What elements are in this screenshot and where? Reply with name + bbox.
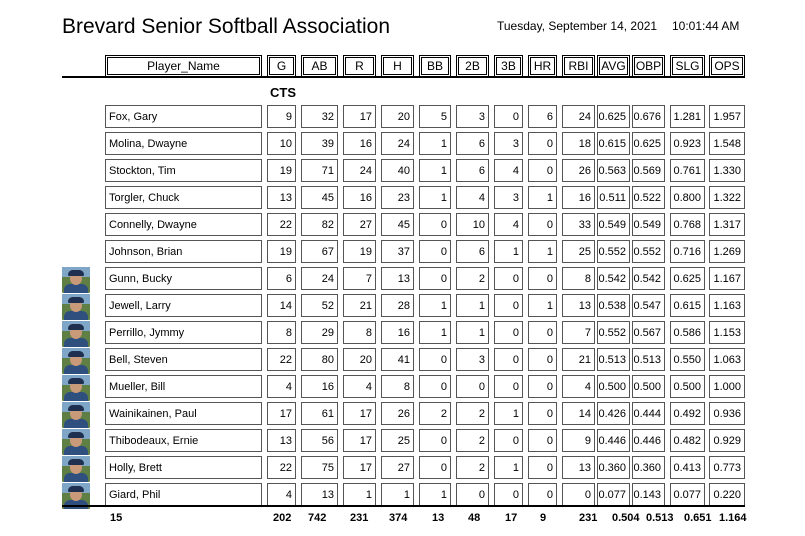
stat-cell-3b: 1 [494, 240, 523, 263]
stat-cell-bb: 1 [419, 483, 451, 506]
stat-cell-obp: 0.569 [632, 159, 665, 182]
stat-cell-ops: 1.957 [709, 105, 745, 128]
stat-cell-ab: 75 [301, 456, 338, 479]
stat-cell-rbi: 25 [562, 240, 595, 263]
column-header-rbi[interactable]: RBI [562, 55, 595, 77]
stat-cell-g: 4 [267, 375, 296, 398]
stat-cell-ab: 29 [301, 321, 338, 344]
stat-cell-ab: 82 [301, 213, 338, 236]
table-row [0, 375, 805, 402]
stat-cell-r: 8 [343, 321, 376, 344]
stat-cell-g: 8 [267, 321, 296, 344]
stat-cell-3b: 4 [494, 159, 523, 182]
column-header-ops[interactable]: OPS [709, 55, 745, 77]
stat-cell-hr: 0 [528, 456, 557, 479]
stat-cell-3b: 1 [494, 456, 523, 479]
stat-cell-hr: 6 [528, 105, 557, 128]
column-header-3b[interactable]: 3B [494, 55, 523, 77]
stat-cell-avg: 0.426 [597, 402, 630, 425]
stat-cell-ops: 0.773 [709, 456, 745, 479]
stat-cell-h: 1 [381, 483, 414, 506]
stat-cell-2b: 10 [456, 213, 489, 236]
stat-cell-slg: 1.281 [670, 105, 705, 128]
stat-cell-obp: 0.549 [632, 213, 665, 236]
stat-cell-g: 19 [267, 240, 296, 263]
stat-cell-hr: 1 [528, 240, 557, 263]
stat-cell-obp: 0.542 [632, 267, 665, 290]
stat-cell-slg: 0.761 [670, 159, 705, 182]
stat-cell-bb: 5 [419, 105, 451, 128]
player-name-cell: Gunn, Bucky [105, 267, 262, 290]
stat-cell-obp: 0.143 [632, 483, 665, 506]
stat-cell-obp: 0.522 [632, 186, 665, 209]
stat-cell-2b: 2 [456, 429, 489, 452]
stat-cell-hr: 0 [528, 159, 557, 182]
stat-cell-obp: 0.547 [632, 294, 665, 317]
total-slg: 0.651 [684, 512, 712, 524]
stat-cell-avg: 0.552 [597, 321, 630, 344]
player-photo [62, 294, 90, 320]
stat-cell-bb: 1 [419, 186, 451, 209]
stat-cell-3b: 3 [494, 132, 523, 155]
stat-cell-ops: 1.063 [709, 348, 745, 371]
column-header-avg[interactable]: AVG [597, 55, 630, 77]
stat-cell-slg: 0.586 [670, 321, 705, 344]
stat-cell-ops: 1.000 [709, 375, 745, 398]
table-row [0, 348, 805, 375]
stat-cell-avg: 0.625 [597, 105, 630, 128]
stat-cell-r: 17 [343, 105, 376, 128]
stat-cell-slg: 0.500 [670, 375, 705, 398]
column-header-slg[interactable]: SLG [670, 55, 705, 77]
stat-cell-g: 10 [267, 132, 296, 155]
table-row [0, 267, 805, 294]
stat-cell-ops: 1.330 [709, 159, 745, 182]
stat-cell-ab: 56 [301, 429, 338, 452]
column-header-g[interactable]: G [267, 55, 296, 77]
stat-cell-rbi: 18 [562, 132, 595, 155]
stat-cell-g: 4 [267, 483, 296, 506]
stat-cell-rbi: 9 [562, 429, 595, 452]
stat-cell-ops: 1.322 [709, 186, 745, 209]
stat-cell-2b: 2 [456, 402, 489, 425]
stat-cell-slg: 0.077 [670, 483, 705, 506]
stat-cell-g: 13 [267, 186, 296, 209]
stat-cell-ops: 1.548 [709, 132, 745, 155]
stat-cell-r: 27 [343, 213, 376, 236]
stat-cell-hr: 0 [528, 375, 557, 398]
stat-cell-avg: 0.511 [597, 186, 630, 209]
stat-cell-avg: 0.542 [597, 267, 630, 290]
stat-cell-h: 20 [381, 105, 414, 128]
stat-cell-ab: 71 [301, 159, 338, 182]
stat-cell-ops: 1.153 [709, 321, 745, 344]
stat-cell-bb: 0 [419, 267, 451, 290]
stat-cell-rbi: 26 [562, 159, 595, 182]
stat-cell-h: 26 [381, 402, 414, 425]
stat-cell-3b: 3 [494, 186, 523, 209]
stat-cell-ops: 1.317 [709, 213, 745, 236]
player-photo [62, 375, 90, 401]
player-name-cell: Giard, Phil [105, 483, 262, 506]
total-g: 202 [273, 512, 292, 524]
stat-cell-slg: 0.768 [670, 213, 705, 236]
stat-cell-avg: 0.552 [597, 240, 630, 263]
stat-cell-hr: 1 [528, 186, 557, 209]
stat-cell-3b: 0 [494, 348, 523, 371]
table-row [0, 429, 805, 456]
stat-cell-obp: 0.513 [632, 348, 665, 371]
player-photo [62, 348, 90, 374]
stat-cell-3b: 0 [494, 483, 523, 506]
stat-cell-r: 24 [343, 159, 376, 182]
table-row [0, 186, 805, 213]
stat-cell-2b: 4 [456, 186, 489, 209]
stat-cell-g: 13 [267, 429, 296, 452]
stat-cell-g: 22 [267, 456, 296, 479]
report-time: 10:01:44 AM [672, 19, 740, 33]
stat-cell-r: 17 [343, 456, 376, 479]
stat-cell-hr: 0 [528, 429, 557, 452]
stat-cell-h: 28 [381, 294, 414, 317]
player-name-cell: Stockton, Tim [105, 159, 262, 182]
column-header-2b[interactable]: 2B [456, 55, 489, 77]
stat-cell-r: 17 [343, 429, 376, 452]
stat-cell-r: 17 [343, 402, 376, 425]
stat-cell-2b: 0 [456, 375, 489, 398]
stat-cell-h: 23 [381, 186, 414, 209]
stat-cell-slg: 0.625 [670, 267, 705, 290]
stat-cell-avg: 0.077 [597, 483, 630, 506]
stat-cell-ab: 13 [301, 483, 338, 506]
player-photo [62, 267, 90, 293]
player-name-cell: Johnson, Brian [105, 240, 262, 263]
stat-cell-2b: 3 [456, 105, 489, 128]
stat-cell-bb: 1 [419, 294, 451, 317]
column-header-h[interactable]: H [381, 55, 414, 77]
stat-cell-g: 22 [267, 213, 296, 236]
stat-cell-2b: 2 [456, 267, 489, 290]
player-photo [62, 402, 90, 428]
stat-cell-bb: 2 [419, 402, 451, 425]
stat-cell-h: 37 [381, 240, 414, 263]
stat-cell-bb: 0 [419, 348, 451, 371]
total-r: 231 [350, 512, 369, 524]
total-hr: 9 [540, 512, 547, 524]
stat-cell-h: 8 [381, 375, 414, 398]
column-header-hr[interactable]: HR [528, 55, 557, 77]
stat-cell-h: 13 [381, 267, 414, 290]
stat-cell-2b: 6 [456, 240, 489, 263]
stat-cell-bb: 0 [419, 375, 451, 398]
stat-cell-2b: 2 [456, 456, 489, 479]
player-name-cell: Fox, Gary [105, 105, 262, 128]
stat-cell-rbi: 7 [562, 321, 595, 344]
column-header-player-name[interactable]: Player_Name [105, 55, 262, 77]
stat-cell-avg: 0.500 [597, 375, 630, 398]
stat-cell-hr: 0 [528, 348, 557, 371]
player-name-cell: Molina, Dwayne [105, 132, 262, 155]
player-name-cell: Torgler, Chuck [105, 186, 262, 209]
stat-cell-slg: 0.482 [670, 429, 705, 452]
report-date: Tuesday, September 14, 2021 [497, 19, 658, 33]
stat-cell-hr: 1 [528, 294, 557, 317]
stat-cell-ab: 32 [301, 105, 338, 128]
stat-cell-2b: 1 [456, 294, 489, 317]
player-photo [62, 429, 90, 455]
stat-cell-rbi: 16 [562, 186, 595, 209]
stat-cell-obp: 0.567 [632, 321, 665, 344]
stat-cell-avg: 0.538 [597, 294, 630, 317]
player-name-cell: Thibodeaux, Ernie [105, 429, 262, 452]
total-bb: 13 [432, 512, 445, 524]
table-row [0, 321, 805, 348]
table-row [0, 105, 805, 132]
column-header-r[interactable]: R [343, 55, 376, 77]
player-name-cell: Wainikainen, Paul [105, 402, 262, 425]
stat-cell-ops: 0.929 [709, 429, 745, 452]
stat-cell-avg: 0.615 [597, 132, 630, 155]
stat-cell-3b: 1 [494, 402, 523, 425]
stat-cell-bb: 1 [419, 321, 451, 344]
stat-cell-h: 41 [381, 348, 414, 371]
table-row [0, 132, 805, 159]
stat-cell-h: 25 [381, 429, 414, 452]
total-player-count: 15 [110, 512, 123, 524]
stat-cell-hr: 0 [528, 483, 557, 506]
stat-cell-ops: 1.163 [709, 294, 745, 317]
stat-cell-rbi: 0 [562, 483, 595, 506]
stat-cell-avg: 0.513 [597, 348, 630, 371]
report-title: Brevard Senior Softball Association [62, 15, 391, 38]
stat-cell-avg: 0.563 [597, 159, 630, 182]
stat-cell-bb: 0 [419, 213, 451, 236]
stat-cell-h: 27 [381, 456, 414, 479]
stat-cell-hr: 0 [528, 321, 557, 344]
column-header-bb[interactable]: BB [419, 55, 451, 77]
stat-cell-ops: 0.936 [709, 402, 745, 425]
table-row [0, 294, 805, 321]
stat-cell-hr: 0 [528, 132, 557, 155]
stat-cell-hr: 0 [528, 402, 557, 425]
stat-cell-ab: 67 [301, 240, 338, 263]
stat-cell-bb: 1 [419, 132, 451, 155]
stat-cell-bb: 1 [419, 159, 451, 182]
stat-cell-h: 24 [381, 132, 414, 155]
stat-cell-slg: 0.413 [670, 456, 705, 479]
total-ab: 742 [308, 512, 327, 524]
stat-cell-slg: 0.800 [670, 186, 705, 209]
player-name-cell: Holly, Brett [105, 456, 262, 479]
stat-cell-avg: 0.446 [597, 429, 630, 452]
stat-cell-ab: 16 [301, 375, 338, 398]
stat-cell-hr: 0 [528, 267, 557, 290]
stat-cell-rbi: 14 [562, 402, 595, 425]
total-obp: 0.513 [646, 512, 674, 524]
stat-cell-ops: 0.220 [709, 483, 745, 506]
stat-cell-r: 16 [343, 186, 376, 209]
header-underline [62, 76, 745, 78]
stat-cell-obp: 0.360 [632, 456, 665, 479]
stat-cell-avg: 0.549 [597, 213, 630, 236]
stat-cell-3b: 4 [494, 213, 523, 236]
stat-cell-avg: 0.360 [597, 456, 630, 479]
stat-cell-slg: 0.550 [670, 348, 705, 371]
total-ops: 1.164 [719, 512, 747, 524]
player-name-cell: Perrillo, Jymmy [105, 321, 262, 344]
stat-cell-g: 22 [267, 348, 296, 371]
stat-cell-slg: 0.492 [670, 402, 705, 425]
table-row [0, 240, 805, 267]
stat-cell-h: 16 [381, 321, 414, 344]
stat-cell-2b: 0 [456, 483, 489, 506]
stat-cell-h: 45 [381, 213, 414, 236]
stat-cell-slg: 0.615 [670, 294, 705, 317]
stat-cell-g: 14 [267, 294, 296, 317]
player-name-cell: Mueller, Bill [105, 375, 262, 398]
player-photo [62, 456, 90, 482]
stat-cell-g: 6 [267, 267, 296, 290]
stat-cell-rbi: 21 [562, 348, 595, 371]
stat-cell-obp: 0.625 [632, 132, 665, 155]
stat-cell-ops: 1.167 [709, 267, 745, 290]
total-3b: 17 [505, 512, 518, 524]
stat-cell-rbi: 13 [562, 294, 595, 317]
stat-cell-rbi: 24 [562, 105, 595, 128]
total-rbi: 231 [579, 512, 598, 524]
stat-cell-rbi: 8 [562, 267, 595, 290]
stat-cell-hr: 0 [528, 213, 557, 236]
total-avg: 0.504 [612, 512, 640, 524]
stat-cell-2b: 6 [456, 159, 489, 182]
stat-cell-bb: 0 [419, 456, 451, 479]
player-photo [62, 321, 90, 347]
table-row [0, 402, 805, 429]
stat-cell-rbi: 33 [562, 213, 595, 236]
column-header-ab[interactable]: AB [301, 55, 338, 77]
stat-cell-r: 20 [343, 348, 376, 371]
stat-cell-r: 21 [343, 294, 376, 317]
stat-cell-obp: 0.552 [632, 240, 665, 263]
stat-cell-r: 4 [343, 375, 376, 398]
stat-cell-g: 19 [267, 159, 296, 182]
stat-cell-ab: 61 [301, 402, 338, 425]
stat-cell-ops: 1.269 [709, 240, 745, 263]
stat-cell-2b: 3 [456, 348, 489, 371]
stat-cell-2b: 1 [456, 321, 489, 344]
stat-cell-rbi: 4 [562, 375, 595, 398]
stat-cell-g: 17 [267, 402, 296, 425]
stat-cell-ab: 39 [301, 132, 338, 155]
stat-cell-ab: 52 [301, 294, 338, 317]
stat-cell-ab: 24 [301, 267, 338, 290]
table-row [0, 159, 805, 186]
player-name-cell: Bell, Steven [105, 348, 262, 371]
player-name-cell: Jewell, Larry [105, 294, 262, 317]
stat-cell-ab: 80 [301, 348, 338, 371]
group-label: CTS [270, 85, 296, 100]
stat-cell-3b: 0 [494, 429, 523, 452]
stat-cell-slg: 0.716 [670, 240, 705, 263]
total-h: 374 [389, 512, 408, 524]
stat-cell-obp: 0.676 [632, 105, 665, 128]
stat-cell-obp: 0.444 [632, 402, 665, 425]
stat-cell-r: 19 [343, 240, 376, 263]
stat-cell-3b: 0 [494, 321, 523, 344]
stat-cell-obp: 0.500 [632, 375, 665, 398]
stat-cell-bb: 0 [419, 240, 451, 263]
stat-cell-3b: 0 [494, 375, 523, 398]
stat-cell-3b: 0 [494, 294, 523, 317]
stat-cell-rbi: 13 [562, 456, 595, 479]
stat-cell-3b: 0 [494, 267, 523, 290]
stat-cell-bb: 0 [419, 429, 451, 452]
stat-cell-ab: 45 [301, 186, 338, 209]
stat-cell-3b: 0 [494, 105, 523, 128]
player-name-cell: Connelly, Dwayne [105, 213, 262, 236]
stat-cell-g: 9 [267, 105, 296, 128]
totals-overline [62, 505, 745, 507]
stat-cell-slg: 0.923 [670, 132, 705, 155]
column-header-obp[interactable]: OBP [632, 55, 665, 77]
table-row [0, 213, 805, 240]
stat-cell-r: 16 [343, 132, 376, 155]
stat-cell-h: 40 [381, 159, 414, 182]
stat-cell-2b: 6 [456, 132, 489, 155]
total-2b: 48 [468, 512, 481, 524]
stat-cell-r: 1 [343, 483, 376, 506]
table-row [0, 456, 805, 483]
stat-cell-obp: 0.446 [632, 429, 665, 452]
stat-cell-r: 7 [343, 267, 376, 290]
